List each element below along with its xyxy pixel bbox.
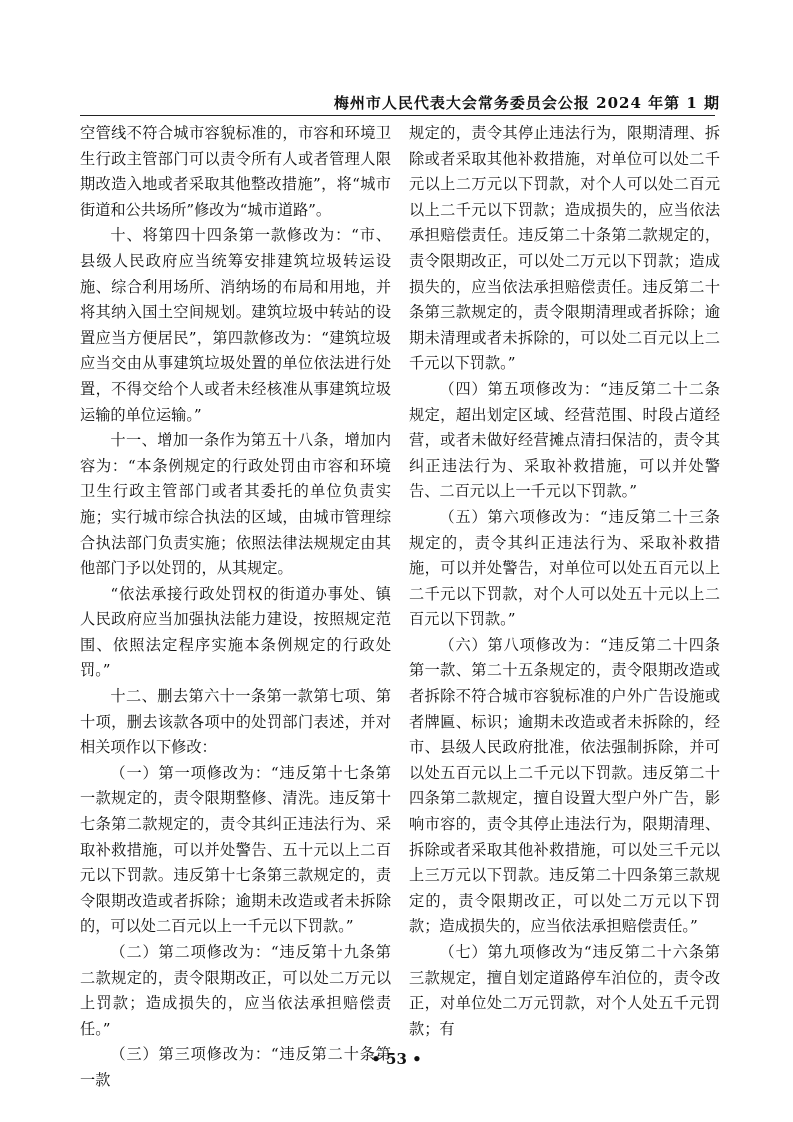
paragraph: 十、将第四十四条第一款修改为：“市、县级人民政府应当统筹安排建筑垃圾转运设施、综合利用场所、消纳场的布局和用地，并将其纳入国土空间规划。建筑垃圾中转站的设置应当方便居民”，第四款修改为：“建筑垃圾应当交由从事建筑垃圾处置的单位依法进行处置，不得交给个人或者未经核准从事建筑垃圾运输的单位运输。” <box>80 226 391 424</box>
paragraph: （二）第二项修改为：“违反第十九条第二款规定的，责令限期改正，可以处二万元以上罚款；造成损失的，应当依法承担赔偿责任。” <box>80 943 391 1038</box>
paragraph: 空管线不符合城市容貌标准的，市容和环境卫生行政主管部门可以责令所有人或者管理人限期改造入地或者采取其他整改措施”，将“城市街道和公共场所”修改为“城市道路”。 <box>80 124 391 219</box>
left-text-column <box>80 121 391 1094</box>
right-text-column <box>409 121 720 1042</box>
paragraph: （七）第九项修改为“违反第二十六条第三款规定，擅自划定道路停车泊位的，责令改正，对单位处二万元罚款，对个人处五千元罚款；有 <box>409 943 720 1038</box>
paragraph: （五）第六项修改为：“违反第二十三条规定的，责令其纠正违法行为、采取补救措施，可以并处警告，对单位可以处五百元以上二千元以下罚款，对个人可以处五十元以上二百元以下罚款。” <box>409 507 720 629</box>
paragraph: （一）第一项修改为：“违反第十七条第一款规定的，责令限期整修、清洗。违反第十七条第二款规定的，责令其纠正违法行为、采取补救措施，可以并处警告、五十元以上二百元以下罚款。违反第十七条第三款规定的，责令限期改造或者拆除；逾期未改造或者未拆除的，可以处二百元以上一千元以下罚款。” <box>80 763 391 936</box>
paragraph: （三）第三项修改为：“违反第二十条第一款 <box>80 1045 391 1089</box>
header-rule <box>80 115 715 116</box>
journal-header: 梅州市人民代表大会常务委员会公报 2024 年第 1 期 <box>333 94 720 112</box>
paragraph: （四）第五项修改为：“违反第二十二条规定，超出划定区域、经营范围、时段占道经营，或者未做好经营摊点清扫保洁的，责令其纠正违法行为、采取补救措施，可以并处警告、二百元以上一千元以下罚款。” <box>409 379 720 501</box>
paragraph: 十二、删去第六十一条第一款第七项、第十项，删去该款各项中的处罚部门表述，并对相关项作以下修改： <box>80 687 391 757</box>
paragraph: （六）第八项修改为：“违反第二十四条第一款、第二十五条规定的，责令限期改造或者拆除不符合城市容貌标准的户外广告设施或者牌匾、标识；逾期未改造或者未拆除的，经市、县级人民政府批准，依法强制拆除，并可以处五百元以上二千元以下罚款。违反第二十四条第二款规定，擅自设置大型户外广告，影响市容的，责令其停止违法行为，限期清理、拆除或者采取其他补救措施，可以处三千元以上三万元以下罚款。违反第二十四条第三款规定的，责令限期改正，可以处二万元以下罚款；造成损失的，应当依法承担赔偿责任。” <box>409 635 720 936</box>
paragraph: 规定的，责令其停止违法行为，限期清理、拆除或者采取其他补救措施，对单位可以处二千元以上二万元以下罚款，对个人可以处二百元以上二千元以下罚款；造成损失的，应当依法承担赔偿责任。违反第二十条第二款规定的，责令限期改正，可以处二万元以下罚款；造成损失的，应当依法承担赔偿责任。违反第二十条第三款规定的，责令限期清理或者拆除；逾期未清理或者未拆除的，可以处二百元以上二千元以下罚款。” <box>409 124 720 373</box>
page-number: • 53 • <box>371 1050 422 1068</box>
paragraph: “依法承接行政处罚权的街道办事处、镇人民政府应当加强执法能力建设，按照规定范围、依照法定程序实施本条例规定的行政处罚。” <box>80 584 391 680</box>
paragraph: 十一、增加一条作为第五十八条，增加内容为：“本条例规定的行政处罚由市容和环境卫生行政主管部门或者其委托的单位负责实施；实行城市综合执法的区域，由城市管理综合执法部门负责实施；依照法律法规规定由其他部门予以处罚的，从其规定。 <box>80 431 391 578</box>
